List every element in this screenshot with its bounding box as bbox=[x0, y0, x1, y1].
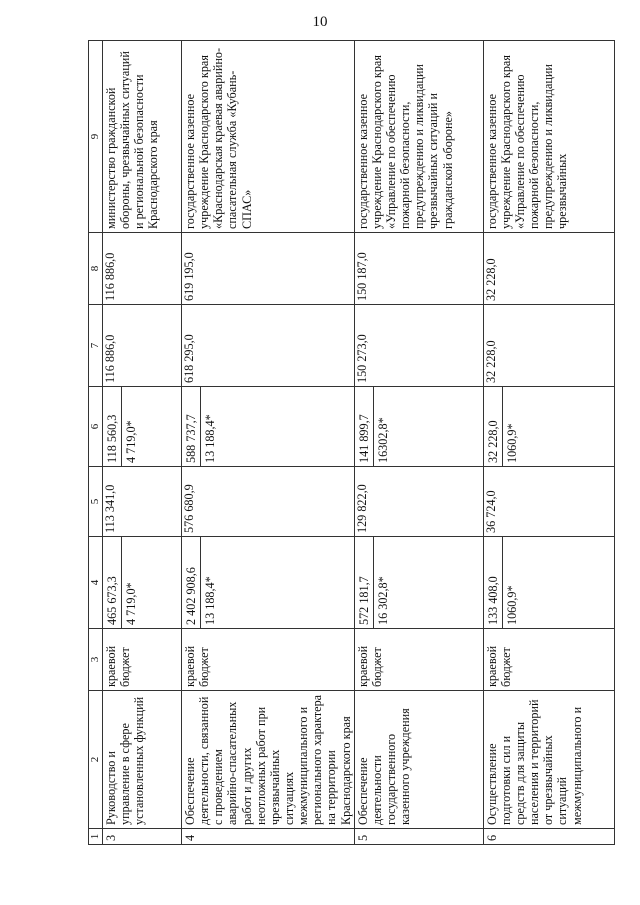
total-amount: 133 408,0 bbox=[484, 537, 503, 628]
executor: государственное казенное учреждение Краснодарского края «Управление по обеспечению пожарной безопасности, предупреждению и ликвидации чрезвычайных bbox=[483, 41, 614, 233]
year-2-amount: 588 737,7 bbox=[182, 387, 201, 466]
total-amount-cell bbox=[483, 537, 614, 629]
year-1-amount: 129 822,0 bbox=[354, 467, 483, 537]
header-cell: 8 bbox=[89, 233, 103, 305]
rotated-table-area bbox=[88, 41, 586, 845]
header-cell: 6 bbox=[89, 387, 103, 467]
year-4-amount: 619 195,0 bbox=[182, 233, 355, 305]
year-2-amount-cell bbox=[182, 387, 355, 467]
total-amount-note: 4 719,0* bbox=[124, 582, 139, 625]
activity-name: Обеспечение деятельности, связанной с проведением аварийно-спасательных работ и других неотложных работ при чрезвычайных ситуациях межмуниципального и регионального характера на территории Краснодарского края bbox=[182, 691, 355, 829]
funding-source: краевой бюджет bbox=[182, 629, 355, 691]
total-amount-note: 13 188,4* bbox=[203, 576, 218, 625]
year-3-amount: 116 886,0 bbox=[103, 305, 182, 387]
funding-source: краевой бюджет bbox=[354, 629, 483, 691]
header-cell: 1 bbox=[89, 829, 103, 845]
year-3-amount: 32 228,0 bbox=[483, 305, 614, 387]
row-number: 6 bbox=[483, 829, 614, 845]
year-3-amount: 618 295,0 bbox=[182, 305, 355, 387]
row-number: 3 bbox=[103, 829, 182, 845]
funding-source: краевой бюджет bbox=[103, 629, 182, 691]
year-2-amount-note: 13 188,4* bbox=[203, 414, 218, 463]
year-4-amount: 32 228,0 bbox=[483, 233, 614, 305]
year-4-amount: 116 886,0 bbox=[103, 233, 182, 305]
total-amount: 2 402 908,6 bbox=[182, 537, 201, 628]
total-amount-note: 16 302,8* bbox=[375, 576, 390, 625]
row-number: 5 bbox=[354, 829, 483, 845]
year-2-amount: 32 228,0 bbox=[484, 387, 503, 466]
funding-source: краевой бюджет bbox=[483, 629, 614, 691]
activity-name: Руководство и управление в сфере установленных функций bbox=[103, 691, 182, 829]
year-2-amount: 141 899,7 bbox=[355, 387, 374, 466]
activity-name: Осуществление подготовки сил и средств для защиты населения и территорий от чрезвычайных ситуаций межмуниципального и bbox=[483, 691, 614, 829]
table-row bbox=[483, 41, 614, 845]
total-amount-cell bbox=[354, 537, 483, 629]
table-row bbox=[354, 41, 483, 845]
year-2-amount-cell bbox=[354, 387, 483, 467]
year-2-amount-note: 1060,9* bbox=[504, 423, 519, 463]
year-1-amount: 113 341,0 bbox=[103, 467, 182, 537]
total-amount-cell bbox=[103, 537, 182, 629]
rotated-table-container bbox=[88, 41, 586, 845]
header-cell: 7 bbox=[89, 305, 103, 387]
activity-name: Обеспечение деятельности государственного казенного учреждения bbox=[354, 691, 483, 829]
total-amount: 572 181,7 bbox=[355, 537, 374, 628]
program-activities-table bbox=[88, 40, 615, 845]
year-1-amount: 576 680,9 bbox=[182, 467, 355, 537]
header-cell: 3 bbox=[89, 629, 103, 691]
year-4-amount: 150 187,0 bbox=[354, 233, 483, 305]
total-amount-note: 1060,9* bbox=[504, 585, 519, 625]
year-2-amount-note: 16302,8* bbox=[375, 417, 390, 463]
page-number: 10 bbox=[312, 14, 328, 30]
header-cell: 5 bbox=[89, 467, 103, 537]
executor: государственное казенное учреждение Краснодарского края «Краснодарская краевая аварийно-спасательная служба «Кубань-СПАС» bbox=[182, 41, 355, 233]
total-amount: 465 673,3 bbox=[103, 537, 122, 628]
executor: государственное казенное учреждение Краснодарского края «Управление по обеспечению пожарной безопасности, предупреждению и ликвидации чрезвычайных ситуаций и гражданской обороне» bbox=[354, 41, 483, 233]
row-number: 4 bbox=[182, 829, 355, 845]
year-2-amount-cell bbox=[103, 387, 182, 467]
header-cell: 2 bbox=[89, 691, 103, 829]
header-cell: 9 bbox=[89, 41, 103, 233]
year-3-amount: 150 273,0 bbox=[354, 305, 483, 387]
total-amount-cell bbox=[182, 537, 355, 629]
executor: министерство гражданской обороны, чрезвычайных ситуаций и региональной безопасности Краснодарского края bbox=[103, 41, 182, 233]
header-row bbox=[89, 41, 103, 845]
year-2-amount: 118 560,3 bbox=[103, 387, 122, 466]
table-row bbox=[182, 41, 355, 845]
year-1-amount: 36 724,0 bbox=[483, 467, 614, 537]
header-cell: 4 bbox=[89, 537, 103, 629]
year-2-amount-cell bbox=[483, 387, 614, 467]
table-row bbox=[103, 41, 182, 845]
year-2-amount-note: 4 719,0* bbox=[124, 420, 139, 463]
